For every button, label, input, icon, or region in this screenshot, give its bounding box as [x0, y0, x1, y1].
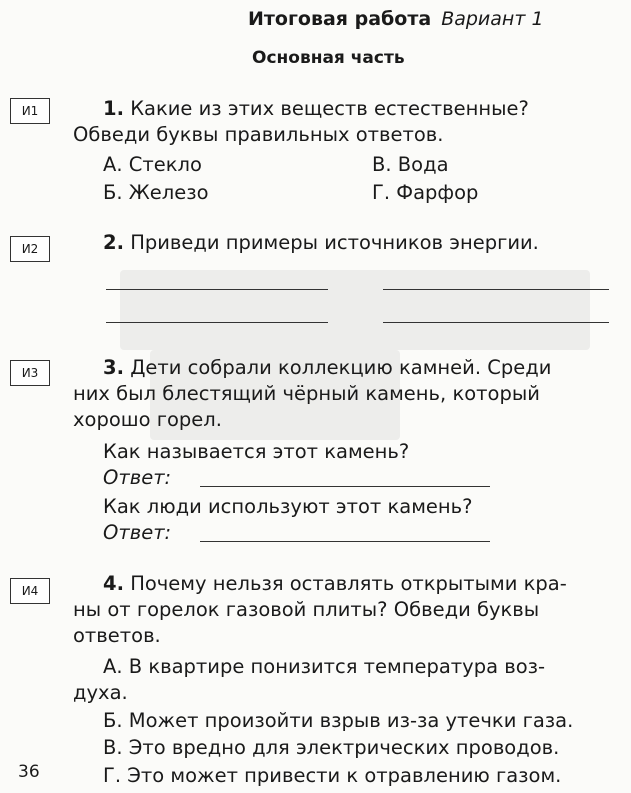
answer-line[interactable]	[106, 322, 328, 323]
answer-line[interactable]	[383, 289, 609, 290]
page-title	[248, 8, 544, 30]
answer-label: Ответ:	[103, 521, 172, 544]
page-number: 36	[18, 762, 40, 782]
question-4-option-g[interactable]: Г. Это может привести к отравлению газом.	[103, 764, 562, 787]
question-1-number: 1.	[103, 97, 124, 120]
question-1-option-g[interactable]: Г. Фарфор	[372, 181, 479, 204]
question-3-sub-2: Как люди используют этот камень?	[103, 495, 473, 518]
question-2-text: Приведи примеры источников энергии.	[130, 231, 539, 254]
question-1-text: Какие из этих веществ естественные?	[130, 97, 529, 120]
question-3-text: Дети собрали коллекцию камней. Среди	[130, 356, 552, 379]
section-title: Основная часть	[252, 48, 405, 68]
question-1-option-b[interactable]: Б. Железо	[103, 181, 209, 204]
question-2-line-1	[103, 230, 539, 256]
question-4-option-v[interactable]: В. Это вредно для электрических проводов.	[103, 736, 560, 759]
answer-label: Ответ:	[103, 466, 172, 489]
title-text: Итоговая работа	[248, 8, 432, 30]
question-3-line-1	[103, 355, 551, 381]
question-1-line-1	[103, 96, 529, 122]
bleed-through-shadow	[120, 270, 590, 350]
variant-label: Вариант 1	[441, 8, 544, 30]
question-3-number: 3.	[103, 356, 124, 379]
answer-line[interactable]	[200, 541, 490, 542]
question-4-option-a-cont[interactable]: духа.	[73, 681, 128, 704]
question-badge-3: И3	[10, 360, 50, 386]
question-1-option-a[interactable]: А. Стекло	[103, 153, 202, 176]
question-4-line-3: ответов.	[73, 624, 161, 647]
question-4-line-2: ны от горелок газовой плиты? Обведи буквы	[73, 598, 540, 621]
question-1-line-2: Обведи буквы правильных ответов.	[73, 123, 444, 146]
question-4-option-a[interactable]: А. В квартире понизится температура воз-	[103, 655, 546, 678]
answer-line[interactable]	[383, 322, 609, 323]
question-4-option-b[interactable]: Б. Может произойти взрыв из-за утечки газа.	[103, 709, 574, 732]
question-3-sub-1: Как называется этот камень?	[103, 440, 410, 463]
question-4-number: 4.	[103, 572, 124, 595]
question-4-line-1	[103, 571, 567, 597]
question-2-number: 2.	[103, 231, 124, 254]
question-1-option-v[interactable]: В. Вода	[372, 153, 449, 176]
question-3-line-3: хорошо горел.	[73, 408, 222, 431]
question-3-line-2: них был блестящий чёрный камень, который	[73, 382, 540, 405]
question-4-text: Почему нельзя оставлять открытыми кра-	[130, 572, 567, 595]
question-badge-2: И2	[10, 236, 50, 262]
answer-line[interactable]	[200, 486, 490, 487]
question-badge-4: И4	[10, 578, 50, 604]
answer-line[interactable]	[106, 289, 328, 290]
question-badge-1: И1	[10, 98, 50, 124]
